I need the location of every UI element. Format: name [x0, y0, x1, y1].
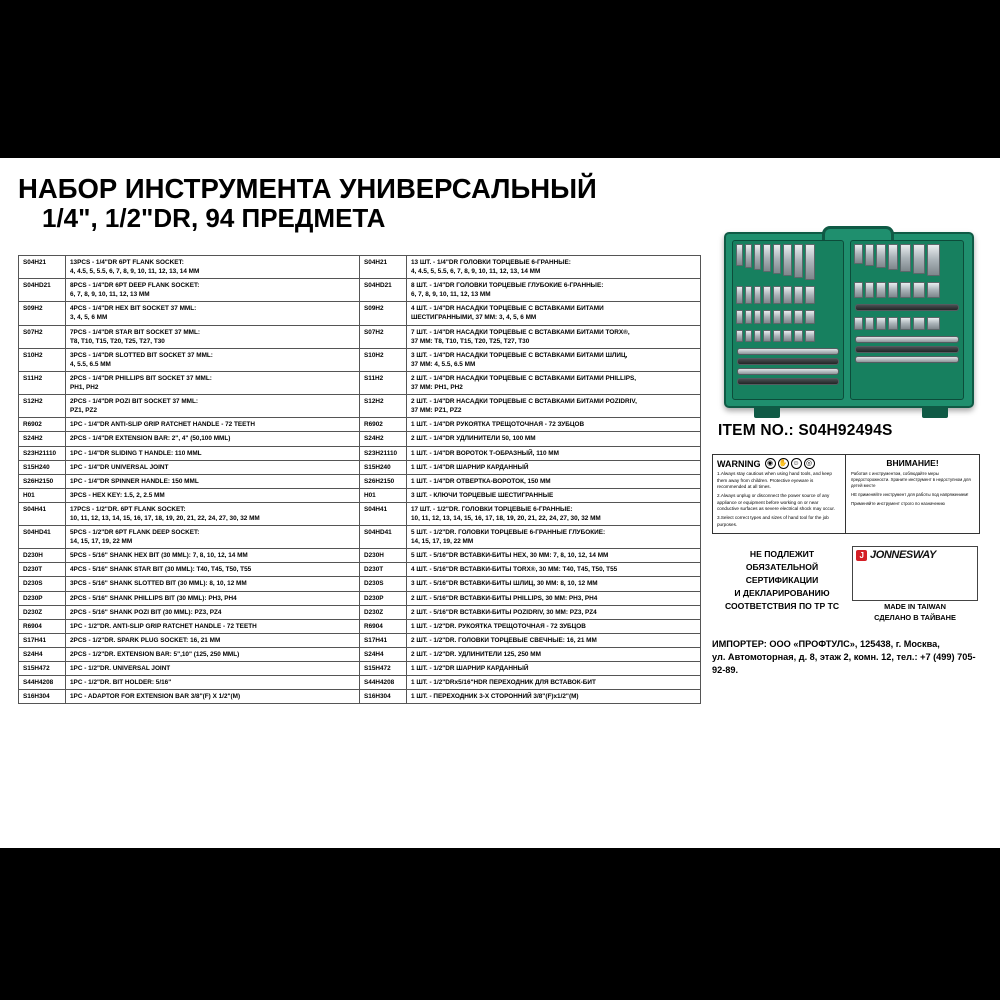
row-desc-en [66, 526, 360, 549]
table-row [19, 619, 701, 633]
socket-item [854, 282, 863, 298]
socket-item [913, 317, 925, 330]
row-desc-ru-line1: 8 ШТ. - 1/4"DR ГОЛОВКИ ТОРЦЕВЫЕ ГЛУБОКИЕ 6-ГРАННЫЕ: [411, 282, 604, 290]
row-desc-en-line2: 10, 11, 12, 13, 14, 15, 16, 17, 18, 19, 20, 21, 22, 24, 27, 30, 32 MM [70, 514, 260, 522]
socket-item [794, 330, 803, 342]
table-row [19, 460, 701, 474]
row-desc-en-line1: 13PCS - 1/4"DR 6PT FLANK SOCKET: [70, 259, 184, 266]
row-desc-en [66, 395, 360, 418]
socket-item [876, 244, 886, 268]
row-code-ru: S24H4 [360, 647, 407, 661]
row-desc-en: 3PCS - HEX KEY: 1.5, 2, 2.5 MM [66, 488, 360, 502]
row-desc-en-line2: PH1, PH2 [70, 384, 99, 392]
ratchet-handle [737, 358, 839, 365]
row-desc-ru-line2: 37 ММ: PH1, PH2 [411, 384, 463, 392]
socket-item [754, 310, 761, 324]
mask-icon: ☺ [792, 460, 800, 467]
socket-item [783, 310, 792, 324]
row-desc-en-line2: 4, 5.5, 6.5 MM [70, 360, 111, 368]
warning-english [713, 455, 846, 533]
table-row [19, 502, 701, 525]
row-desc-en-line1: 2PCS - 1/4"DR PHILLIPS BIT SOCKET 37 MML: [70, 374, 212, 382]
socket-item [876, 317, 886, 330]
case-handle-icon [822, 226, 894, 240]
socket-item [763, 286, 771, 304]
row-code-ru: S04HD21 [360, 279, 407, 302]
row-code-en: H01 [19, 488, 66, 502]
row-desc-ru [407, 348, 701, 371]
socket-item [783, 330, 792, 342]
socket-item [736, 286, 743, 304]
socket-item [865, 282, 874, 298]
row-code-en: S12H2 [19, 395, 66, 418]
socket-item [763, 244, 771, 272]
row-desc-ru-line1: 3 ШТ. - 1/4"DR НАСАДКИ ТОРЦЕВЫЕ С ВСТАВКАМИ БИТАМИ ШЛИЦ, [411, 351, 628, 359]
table-row [19, 418, 701, 432]
table-row [19, 647, 701, 661]
row-desc-en: 2PCS - 1/2"DR. EXTENSION BAR: 5",10" (125, 250 MML) [66, 647, 360, 661]
socket-item [865, 317, 874, 330]
table-row [19, 432, 701, 446]
row-desc-en: 1PC - 1/4"DR UNIVERSAL JOINT [66, 460, 360, 474]
row-desc-ru: 1 ШТ. - 1/4"DR РУКОЯТКА ТРЕЩОТОЧНАЯ - 72 ЗУБЦОВ [407, 418, 701, 432]
socket-item [794, 310, 803, 324]
row-code-ru: D230P [360, 591, 407, 605]
row-desc-en-line2: 4, 4.5, 5, 5.5, 6, 7, 8, 9, 10, 11, 12, 13, 14 MM [70, 268, 200, 276]
row-desc-en-line1: 4PCS - 1/4"DR HEX BIT SOCKET 37 MML: [70, 305, 197, 313]
row-code-ru: S26H2150 [360, 474, 407, 488]
row-desc-en-line1: 7PCS - 1/4"DR STAR BIT SOCKET 37 MML: [70, 328, 201, 336]
socket-item [783, 244, 792, 276]
tool-case-photo [712, 228, 984, 418]
row-desc-ru [407, 526, 701, 549]
row-desc-en-line2: 3, 4, 5, 6 MM [70, 314, 108, 322]
socket-item [900, 282, 911, 298]
row-code-en: S26H2150 [19, 474, 66, 488]
socket-item [745, 286, 752, 304]
socket-row [851, 241, 963, 279]
certification-text [712, 546, 852, 612]
row-code-en: S24H2 [19, 432, 66, 446]
gloves-icon: ✋ [778, 460, 788, 467]
row-code-en: S04HD41 [19, 526, 66, 549]
socket-item [927, 244, 940, 276]
row-code-en: S09H2 [19, 302, 66, 325]
socket-item [913, 282, 925, 298]
row-code-ru: R6904 [360, 619, 407, 633]
row-code-en: D230S [19, 577, 66, 591]
row-desc-ru: 2 ШТ. - 5/16"DR ВСТАВКИ-БИТЫ POZIDRIV, 30 ММ: PZ3, PZ4 [407, 605, 701, 619]
row-desc-ru: 1 ШТ. - ПЕРЕХОДНИК 3-Х СТОРОННИЙ 3/8"(F)x1/2"(M) [407, 690, 701, 704]
row-desc-ru: 2 ШТ. - 1/4"DR УДЛИНИТЕЛИ 50, 100 ММ [407, 432, 701, 446]
row-desc-en: 1PC - 1/4"DR SPINNER HANDLE: 150 MML [66, 474, 360, 488]
warning-title: WARNING [717, 458, 761, 469]
row-code-en: D230P [19, 591, 66, 605]
socket-item [900, 317, 911, 330]
socket-item [794, 286, 803, 304]
row-code-en: S07H2 [19, 325, 66, 348]
socket-item [783, 286, 792, 304]
warning-ru-p2: НЕ применяйте инструмент для работы под напряжением! [851, 492, 969, 498]
row-desc-en [66, 371, 360, 394]
row-desc-en-line1: 8PCS - 1/4"DR 6PT DEEP FLANK SOCKET: [70, 282, 200, 290]
item-number: ITEM NO.: S04H92494S [718, 422, 893, 439]
table-row [19, 325, 701, 348]
socket-item [773, 286, 781, 304]
title-line-2: 1/4", 1/2"DR, 94 ПРЕДМЕТА [42, 203, 386, 234]
row-code-ru: S24H2 [360, 432, 407, 446]
table-row [19, 549, 701, 563]
row-desc-en-line2: PZ1, PZ2 [70, 407, 97, 415]
row-desc-ru: 1 ШТ. - 1/4"DR ВОРОТОК Т-ОБРАЗНЫЙ, 110 ММ [407, 446, 701, 460]
warning-en-p1: 1.Always stay cautious when using hand tools, and keep them away from children. Protective eyeware is recommended at all times. [717, 471, 832, 490]
row-desc-en [66, 302, 360, 325]
row-desc-ru-line1: 13 ШТ. - 1/4"DR ГОЛОВКИ ТОРЦЕВЫЕ 6-ГРАННЫЕ: [411, 259, 571, 266]
row-desc-en: 1PC - 1/2"DR. ANTI-SLIP GRIP RATCHET HANDLE - 72 TEETH [66, 619, 360, 633]
row-desc-ru [407, 256, 701, 279]
jonnesway-mark-icon: J [856, 550, 867, 561]
socket-item [854, 244, 863, 264]
row-code-en: S10H2 [19, 348, 66, 371]
socket-item [888, 282, 898, 298]
socket-item [876, 282, 886, 298]
socket-row [851, 314, 963, 333]
row-desc-ru: 4 ШТ. - 5/16"DR ВСТАВКИ-БИТЫ TORX®, 30 ММ: T40, T45, T50, T55 [407, 563, 701, 577]
case-latch-right [922, 406, 948, 418]
row-desc-ru: 1 ШТ. - 1/2"DRx5/16"HDR ПЕРЕХОДНИК ДЛЯ ВСТАВОК-БИТ [407, 676, 701, 690]
table-row [19, 526, 701, 549]
row-desc-en-line1: 17PCS - 1/2"DR. 6PT FLANK SOCKET: [70, 505, 186, 513]
row-desc-en [66, 502, 360, 525]
ratchet-handle [855, 304, 959, 311]
row-desc-ru: 2 ШТ. - 1/2"DR. ГОЛОВКИ ТОРЦЕВЫЕ СВЕЧНЫЕ: 16, 21 ММ [407, 633, 701, 647]
row-code-ru: S04H21 [360, 256, 407, 279]
row-desc-en: 1PC - 1/2"DR. UNIVERSAL JOINT [66, 662, 360, 676]
row-desc-ru-line2: 10, 11, 12, 13, 14, 15, 16, 17, 18, 19, 20, 21, 22, 24, 27, 30, 32 ММ [411, 514, 601, 522]
row-code-ru: S16H304 [360, 690, 407, 704]
warning-ru-p1: Работая с инструментом, соблюдайте меры предосторожности. Храните инструмент в недоступном для детей месте [851, 471, 971, 489]
socket-item [773, 330, 781, 342]
row-code-ru: S07H2 [360, 325, 407, 348]
row-code-ru: D230Z [360, 605, 407, 619]
row-code-ru: S15H472 [360, 662, 407, 676]
row-code-en: S24H4 [19, 647, 66, 661]
row-code-ru: S10H2 [360, 348, 407, 371]
row-code-ru: H01 [360, 488, 407, 502]
row-code-en: S16H304 [19, 690, 66, 704]
specification-table [18, 255, 701, 704]
row-code-ru: S44H4208 [360, 676, 407, 690]
table-row [19, 488, 701, 502]
socket-item [745, 310, 752, 324]
row-desc-en-line2: 6, 7, 8, 9, 10, 11, 12, 13 MM [70, 291, 150, 299]
row-desc-en-line1: 2PCS - 1/4"DR POZI BIT SOCKET 37 MML: [70, 398, 199, 406]
made-in-ru: СДЕЛАНО В ТАЙВАНЕ [874, 612, 956, 622]
ratchet-handle [737, 378, 839, 385]
row-code-en: R6904 [19, 619, 66, 633]
warning-en-p3: 3.Select correct types and sizes of hand tool for the job purposes. [717, 514, 829, 527]
row-desc-ru: 2 ШТ. - 1/2"DR. УДЛИНИТЕЛИ 125, 250 ММ [407, 647, 701, 661]
ear-protection-icon: ◎ [804, 458, 815, 469]
row-code-en: S11H2 [19, 371, 66, 394]
ppe-icons [765, 458, 815, 469]
socket-item [736, 330, 743, 342]
row-code-en: S44H4208 [19, 676, 66, 690]
row-desc-en: 1PC - ADAPTOR FOR EXTENSION BAR 3/8"(F) X 1/2"(M) [66, 690, 360, 704]
cert-line-3: СЕРТИФИКАЦИИ [745, 575, 819, 586]
importer-info [712, 638, 988, 678]
table-row [19, 348, 701, 371]
bit-holder [855, 356, 959, 363]
row-desc-en: 2PCS - 1/2"DR. SPARK PLUG SOCKET: 16, 21 MM [66, 633, 360, 647]
socket-row [733, 307, 843, 327]
row-desc-en-line2: T8, T10, T15, T20, T25, T27, T30 [70, 337, 165, 345]
socket-item [927, 282, 940, 298]
row-code-ru: S17H41 [360, 633, 407, 647]
specification-table-body [19, 256, 701, 704]
made-in-block [852, 602, 978, 623]
brand-blank-area [856, 561, 974, 597]
socket-item [794, 244, 803, 278]
socket-row [733, 327, 843, 345]
row-desc-ru: 5 ШТ. - 5/16"DR ВСТАВКИ-БИТЫ HEX, 30 ММ: 7, 8, 10, 12, 14 ММ [407, 549, 701, 563]
title-line-1: НАБОР ИНСТРУМЕНТА УНИВЕРСАЛЬНЫЙ [18, 173, 597, 204]
table-row [19, 605, 701, 619]
socket-item [805, 286, 815, 304]
row-desc-ru-line1: 7 ШТ. - 1/4"DR НАСАДКИ ТОРЦЕВЫЕ С ВСТАВКАМИ БИТАМИ TORX®, [411, 328, 630, 336]
warning-title-ru: ВНИМАНИЕ! [886, 458, 939, 468]
socket-item [745, 244, 752, 268]
row-desc-en: 1PC - 1/4"DR SLIDING T HANDLE: 110 MML [66, 446, 360, 460]
socket-item [754, 330, 761, 342]
row-desc-ru: 3 ШТ. - КЛЮЧИ ТОРЦЕВЫЕ ШЕСТИГРАННЫЕ [407, 488, 701, 502]
row-desc-ru [407, 325, 701, 348]
table-row [19, 577, 701, 591]
row-desc-en: 2PCS - 5/16" SHANK POZI BIT (30 MML): PZ3, PZ4 [66, 605, 360, 619]
socket-item [754, 244, 761, 270]
case-base-tray [850, 240, 964, 400]
socket-item [773, 310, 781, 324]
table-row [19, 302, 701, 325]
row-desc-en [66, 325, 360, 348]
row-desc-ru: 1 ШТ. - 1/2"DR ШАРНИР КАРДАННЫЙ [407, 662, 701, 676]
specification-table-wrapper [18, 255, 700, 704]
table-row [19, 662, 701, 676]
row-desc-en: 5PCS - 5/16" SHANK HEX BIT (30 MML): 7, 8, 10, 12, 14 MM [66, 549, 360, 563]
row-code-en: D230T [19, 563, 66, 577]
brand-logo [856, 549, 974, 561]
row-code-en: S15H240 [19, 460, 66, 474]
socket-row [733, 241, 843, 283]
importer-line-1: ИМПОРТЕР: ООО «ПРОФТУЛС», 125438, г. Москва, [712, 638, 940, 649]
row-desc-ru: 1 ШТ. - 1/4"DR ШАРНИР КАРДАННЫЙ [407, 460, 701, 474]
row-desc-ru [407, 302, 701, 325]
socket-item [888, 244, 898, 270]
socket-item [913, 244, 925, 274]
socket-item [745, 330, 752, 342]
row-desc-ru: 2 ШТ. - 5/16"DR ВСТАВКИ-БИТЫ PHILLIPS, 30 ММ: PH3, PH4 [407, 591, 701, 605]
right-column [712, 228, 984, 678]
row-desc-en-line1: 3PCS - 1/4"DR SLOTTED BIT SOCKET 37 MML: [70, 351, 213, 359]
t-handle [855, 346, 959, 353]
row-desc-ru-line2: 37 ММ: 4, 5.5, 6.5 ММ [411, 360, 476, 368]
table-row [19, 256, 701, 279]
case-latch-left [754, 406, 780, 418]
table-row [19, 474, 701, 488]
goggles-icon: ◉ [765, 458, 776, 469]
row-code-ru: R6902 [360, 418, 407, 432]
row-code-en: R6902 [19, 418, 66, 432]
page-title [18, 174, 678, 234]
row-desc-ru: 1 ШТ. - 1/2"DR. РУКОЯТКА ТРЕЩОТОЧНАЯ - 72 ЗУБЦОВ [407, 619, 701, 633]
row-code-ru: D230S [360, 577, 407, 591]
row-desc-ru-line1: 17 ШТ. - 1/2"DR. ГОЛОВКИ ТОРЦЕВЫЕ 6-ГРАННЫЕ: [411, 505, 573, 513]
table-row [19, 690, 701, 704]
row-code-ru: D230T [360, 563, 407, 577]
socket-item [763, 310, 771, 324]
product-label-sheet [0, 158, 1000, 848]
extension-bar [737, 348, 839, 355]
extension-bar [855, 336, 959, 343]
warning-russian [846, 455, 979, 533]
row-desc-en [66, 279, 360, 302]
row-desc-ru-line2: 37 ММ: T8, T10, T15, T20, T25, T27, T30 [411, 337, 530, 345]
warning-header [717, 458, 841, 469]
row-code-ru: S15H240 [360, 460, 407, 474]
certification-brand-row [712, 546, 984, 623]
warning-en-p2: 2.Always unplug or disconnect the power source of any appliance or equipment before working on or near conductive surfaces as severe electrical shock may occur. [717, 492, 835, 512]
row-desc-ru [407, 502, 701, 525]
row-desc-en: 3PCS - 5/16" SHANK SLOTTED BIT (30 MML): 8, 10, 12 MM [66, 577, 360, 591]
socket-item [754, 286, 761, 304]
row-desc-ru-line2: 14, 15, 17, 19, 22 ММ [411, 538, 474, 546]
row-desc-en: 1PC - 1/2"DR. BIT HOLDER: 5/16" [66, 676, 360, 690]
brand-box [852, 546, 978, 601]
socket-item [736, 244, 743, 266]
socket-item [854, 317, 863, 330]
row-desc-en-line2: 14, 15, 17, 19, 22 MM [70, 538, 133, 546]
socket-row [851, 279, 963, 301]
warning-ru-p3: Применяйте инструмент строго по назначению [851, 501, 945, 507]
row-desc-ru-line1: 4 ШТ. - 1/4"DR НАСАДКИ ТОРЦЕВЫЕ С ВСТАВКАМИ БИТАМИ [411, 305, 604, 313]
cert-line-5: СООТВЕТСТВИЯ ПО ТР ТС [724, 600, 840, 611]
row-desc-ru [407, 371, 701, 394]
row-code-ru: S04HD41 [360, 526, 407, 549]
extension-bar [737, 368, 839, 375]
socket-item [736, 310, 743, 324]
made-in-en: MADE IN TAIWAN [884, 602, 946, 612]
row-desc-ru-line1: 2 ШТ. - 1/4"DR НАСАДКИ ТОРЦЕВЫЕ С ВСТАВКАМИ БИТАМИ PHILLIPS, [411, 374, 637, 382]
row-code-en: S23H21110 [19, 446, 66, 460]
row-code-en: S15H472 [19, 662, 66, 676]
row-desc-ru-line1: 2 ШТ. - 1/4"DR НАСАДКИ ТОРЦЕВЫЕ С ВСТАВКАМИ БИТАМИ POZIDRIV, [411, 398, 637, 406]
table-row [19, 591, 701, 605]
brand-block [852, 546, 978, 623]
case-lid-tray [732, 240, 844, 400]
cert-line-1: НЕ ПОДЛЕЖИТ [749, 549, 815, 560]
table-row [19, 371, 701, 394]
row-desc-ru-line2: 4, 4.5, 5, 5.5, 6, 7, 8, 9, 10, 11, 12, 13, 14 ММ [411, 268, 541, 276]
table-row [19, 395, 701, 418]
row-desc-ru [407, 279, 701, 302]
row-desc-ru-line2: ШЕСТИГРАННЫМИ, 37 ММ: 3, 4, 5, 6 ММ [411, 314, 537, 322]
row-desc-ru-line2: 37 ММ: PZ1, PZ2 [411, 407, 462, 415]
cert-line-4: И ДЕКЛАРИРОВАНИЮ [734, 587, 830, 598]
row-desc-en: 2PCS - 5/16" SHANK PHILLIPS BIT (30 MML): PH3, PH4 [66, 591, 360, 605]
row-desc-ru: 3 ШТ. - 5/16"DR ВСТАВКИ-БИТЫ ШЛИЦ, 30 ММ: 8, 10, 12 ММ [407, 577, 701, 591]
row-desc-en: 4PCS - 5/16" SHANK STAR BIT (30 MML): T40, T45, T50, T55 [66, 563, 360, 577]
row-desc-en: 2PCS - 1/4"DR EXTENSION BAR: 2", 4" (50,100 MML) [66, 432, 360, 446]
socket-item [805, 244, 815, 280]
row-code-ru: S23H21110 [360, 446, 407, 460]
socket-item [927, 317, 940, 330]
socket-item [763, 330, 771, 342]
socket-item [900, 244, 911, 272]
socket-item [865, 244, 874, 266]
table-row [19, 676, 701, 690]
row-code-en: S04H21 [19, 256, 66, 279]
case-body [724, 232, 974, 408]
row-code-en: S04HD21 [19, 279, 66, 302]
row-code-en: D230Z [19, 605, 66, 619]
row-code-ru: S11H2 [360, 371, 407, 394]
row-desc-ru [407, 395, 701, 418]
row-desc-ru: 1 ШТ. - 1/4"DR ОТВЕРТКА-ВОРОТОК, 150 ММ [407, 474, 701, 488]
row-desc-en [66, 348, 360, 371]
table-row [19, 446, 701, 460]
socket-item [888, 317, 898, 330]
row-code-ru: D230H [360, 549, 407, 563]
warning-box [712, 454, 980, 534]
importer-line-2: ул. Автомоторная, д. 8, этаж 2, комн. 12, тел.: +7 (499) 705-92-89. [712, 652, 976, 676]
socket-item [773, 244, 781, 274]
row-desc-en: 1PC - 1/4"DR ANTI-SLIP GRIP RATCHET HANDLE - 72 TEETH [66, 418, 360, 432]
row-code-ru: S04H41 [360, 502, 407, 525]
socket-row [733, 283, 843, 307]
table-row [19, 633, 701, 647]
cert-line-2: ОБЯЗАТЕЛЬНОЙ [745, 562, 819, 573]
row-code-en: D230H [19, 549, 66, 563]
row-desc-en-line1: 5PCS - 1/2"DR 6PT FLANK DEEP SOCKET: [70, 529, 200, 537]
socket-item [805, 310, 815, 324]
row-code-en: S04H41 [19, 502, 66, 525]
table-row [19, 279, 701, 302]
row-desc-en [66, 256, 360, 279]
row-code-en: S17H41 [19, 633, 66, 647]
table-row [19, 563, 701, 577]
row-code-ru: S12H2 [360, 395, 407, 418]
socket-item [805, 330, 815, 342]
row-desc-ru-line2: 6, 7, 8, 9, 10, 11, 12, 13 ММ [411, 291, 491, 299]
row-code-ru: S09H2 [360, 302, 407, 325]
row-desc-ru-line1: 5 ШТ. - 1/2"DR. ГОЛОВКИ ТОРЦЕВЫЕ 6-ГРАННЫЕ ГЛУБОКИЕ: [411, 529, 606, 537]
brand-name: JONNESWAY [870, 549, 936, 562]
